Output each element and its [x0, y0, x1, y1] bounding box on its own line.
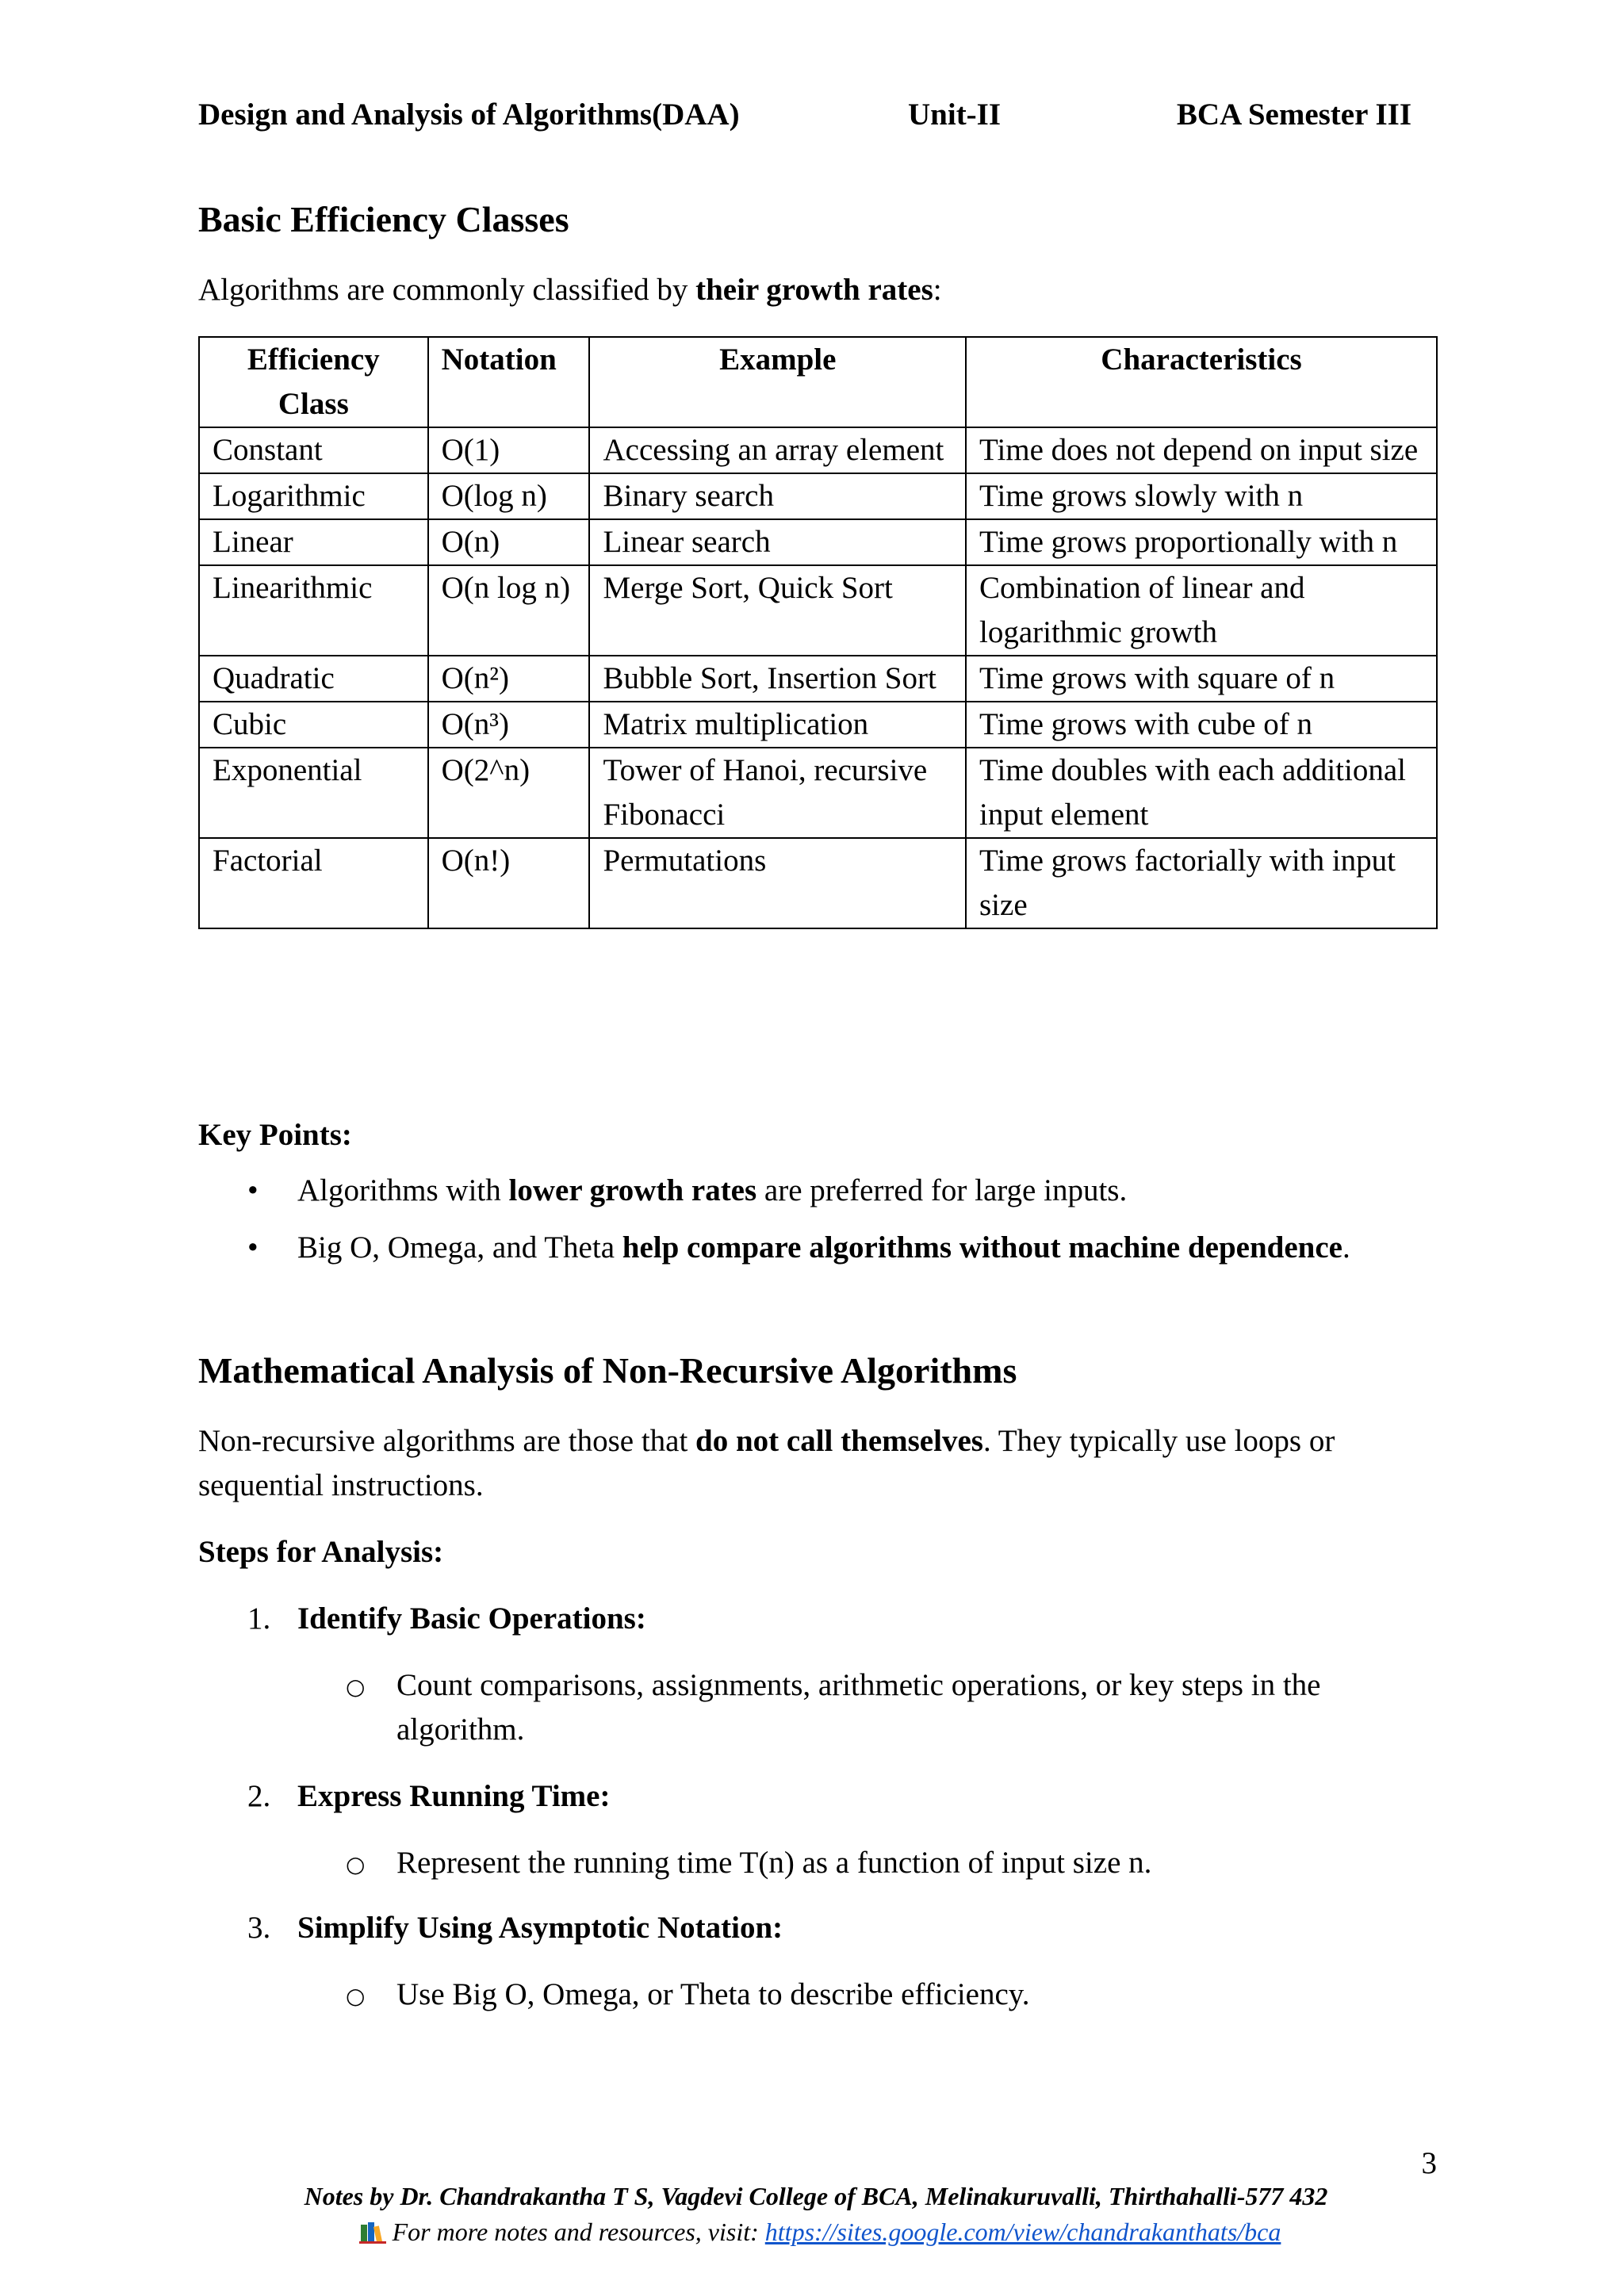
- circle-bullet-icon: ○: [346, 1851, 366, 1877]
- table-cell: Time grows slowly with n: [966, 473, 1437, 519]
- section-title-non-recursive: Mathematical Analysis of Non-Recursive Algorithms: [198, 1350, 1017, 1391]
- table-cell: Merge Sort, Quick Sort: [589, 565, 966, 656]
- table-cell: Logarithmic: [199, 473, 428, 519]
- table-cell: Linear search: [589, 519, 966, 565]
- table-cell: Time grows with cube of n: [966, 702, 1437, 748]
- step-title: Identify Basic Operations:: [297, 1601, 646, 1636]
- table-cell: O(n²): [428, 656, 590, 702]
- resources-link[interactable]: https://sites.google.com/view/chandrakanthats/bca: [764, 2218, 1281, 2246]
- table-cell: O(n): [428, 519, 590, 565]
- step-number: 3.: [247, 1911, 271, 1945]
- bullet-icon: •: [247, 1230, 259, 1265]
- table-cell: O(n log n): [428, 565, 590, 656]
- table-cell: Binary search: [589, 473, 966, 519]
- key-points-title: Key Points:: [198, 1118, 352, 1152]
- list-item: [198, 1226, 1467, 1270]
- table-cell: Time does not depend on input size: [966, 427, 1437, 473]
- intro-bold: their growth rates: [695, 273, 933, 307]
- table-cell: Quadratic: [199, 656, 428, 702]
- table-header-cell: Notation: [428, 337, 590, 427]
- efficiency-table: [198, 336, 1438, 929]
- footer-notes-by: Notes by Dr. Chandrakantha T S, Vagdevi College of BCA, Melinakuruvalli, Thirthahalli-577 432: [304, 2182, 1328, 2210]
- table-header-cell: Characteristics: [966, 337, 1437, 427]
- table-header-cell: Efficiency Class: [199, 337, 428, 427]
- table-row: [199, 702, 1437, 748]
- table-cell: Tower of Hanoi, recursive Fibonacci: [589, 748, 966, 838]
- bullet-text: Algorithms with: [297, 1173, 509, 1207]
- step-number: 1.: [247, 1601, 271, 1636]
- table-cell: Bubble Sort, Insertion Sort: [589, 656, 966, 702]
- table-cell: Combination of linear and logarithmic growth: [966, 565, 1437, 656]
- step-detail-text: Use Big O, Omega, or Theta to describe efficiency.: [396, 1977, 1030, 2011]
- table-cell: Time grows proportionally with n: [966, 519, 1437, 565]
- bullet-suffix: are preferred for large inputs.: [756, 1173, 1128, 1207]
- table-cell: Constant: [199, 427, 428, 473]
- table-cell: Linearithmic: [199, 565, 428, 656]
- intro-suffix: . They typically use loops or sequential instructions.: [198, 1424, 1335, 1502]
- step-detail: [198, 1841, 1435, 1885]
- bullet-text: Big O, Omega, and Theta: [297, 1230, 622, 1265]
- steps-title: Steps for Analysis:: [198, 1535, 444, 1569]
- intro-text: Algorithms are commonly classified by: [198, 273, 696, 307]
- header-unit: Unit-II: [908, 98, 1002, 132]
- circle-bullet-icon: ○: [346, 1674, 366, 1700]
- circle-bullet-icon: ○: [346, 1983, 366, 2009]
- step-detail: [198, 1973, 1435, 2017]
- bullet-suffix: .: [1342, 1230, 1350, 1265]
- step-detail: [198, 1663, 1435, 1752]
- intro-bold: do not call themselves: [695, 1424, 983, 1458]
- table-row: [199, 656, 1437, 702]
- bullet-bold: lower growth rates: [508, 1173, 757, 1207]
- list-item: [198, 1169, 1467, 1213]
- table-cell: Linear: [199, 519, 428, 565]
- table-cell: Accessing an array element: [589, 427, 966, 473]
- table-cell: Time doubles with each additional input element: [966, 748, 1437, 838]
- table-cell: O(n³): [428, 702, 590, 748]
- table-cell: O(2^n): [428, 748, 590, 838]
- table-cell: Cubic: [199, 702, 428, 748]
- intro-text: Non-recursive algorithms are those that: [198, 1424, 696, 1458]
- table-cell: O(n!): [428, 838, 590, 928]
- footer-more-resources: [0, 2218, 1624, 2247]
- step-number: 2.: [247, 1779, 271, 1813]
- table-cell: Time grows factorially with input size: [966, 838, 1437, 928]
- table-row: [199, 748, 1437, 838]
- bullet-icon: •: [247, 1173, 259, 1207]
- table-header-row: [199, 337, 1437, 427]
- header-course: Design and Analysis of Algorithms(DAA): [198, 98, 740, 132]
- footer-more-text: For more notes and resources, visit:: [392, 2218, 765, 2246]
- header-semester: BCA Semester III: [1176, 98, 1411, 132]
- intro-suffix: :: [933, 273, 942, 307]
- table-cell: Factorial: [199, 838, 428, 928]
- table-row: [199, 838, 1437, 928]
- page-number: 3: [1421, 2146, 1437, 2180]
- bullet-bold: help compare algorithms without machine dependence: [622, 1230, 1342, 1265]
- table-row: [199, 519, 1437, 565]
- table-row: [199, 473, 1437, 519]
- table-row: [199, 427, 1437, 473]
- step-title: Simplify Using Asymptotic Notation:: [297, 1911, 783, 1945]
- table-cell: Matrix multiplication: [589, 702, 966, 748]
- step-title: Express Running Time:: [297, 1779, 611, 1813]
- table-cell: Permutations: [589, 838, 966, 928]
- table-row: [199, 565, 1437, 656]
- step-detail-text: Count comparisons, assignments, arithmetic operations, or key steps in the algorithm.: [396, 1668, 1321, 1747]
- step-detail-text: Represent the running time T(n) as a function of input size n.: [396, 1846, 1152, 1880]
- section1-intro: [198, 268, 1435, 312]
- table-cell: Time grows with square of n: [966, 656, 1437, 702]
- section-title-efficiency-classes: Basic Efficiency Classes: [198, 199, 569, 239]
- table-header-cell: Example: [589, 337, 966, 427]
- table-cell: O(log n): [428, 473, 590, 519]
- table-cell: Exponential: [199, 748, 428, 838]
- table-cell: O(1): [428, 427, 590, 473]
- key-points-list: [198, 1169, 1467, 1283]
- page-header: [198, 97, 1411, 141]
- books-icon: [359, 2220, 386, 2244]
- section2-intro: [198, 1419, 1435, 1508]
